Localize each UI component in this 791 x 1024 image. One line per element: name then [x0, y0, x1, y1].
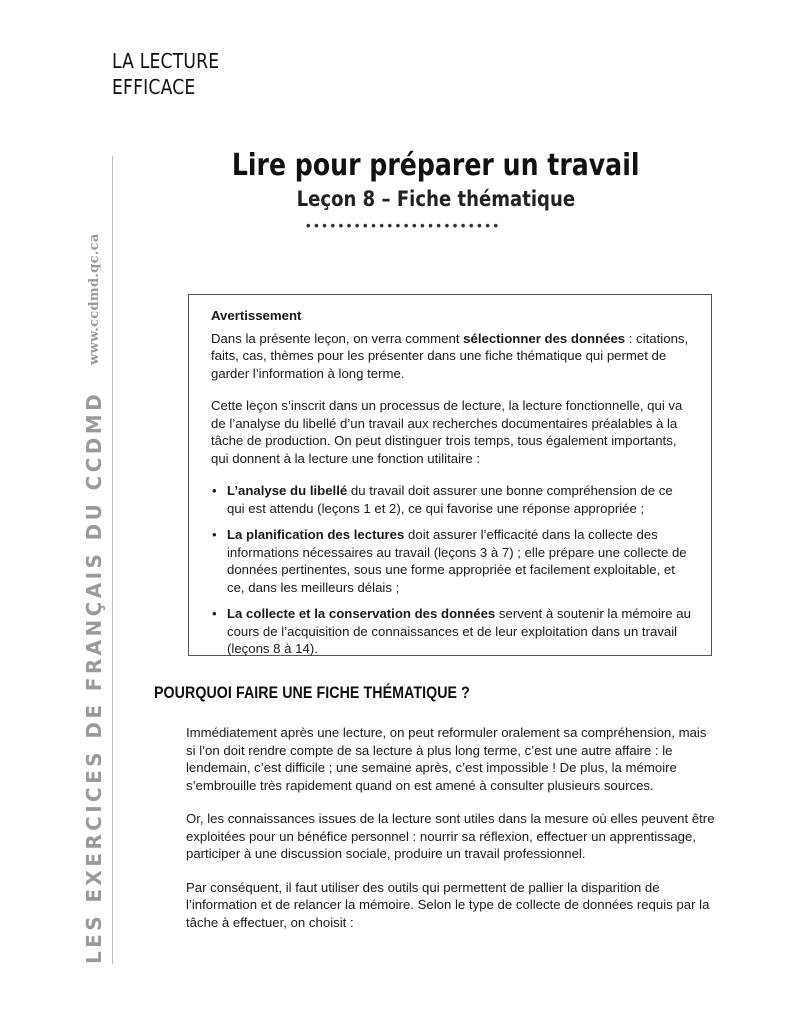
body-paragraph-1: Immédiatement après une lecture, on peut reformuler oralement sa compréhension, mais si l’on doit rendre compte de sa lecture à plus long terme, c’est une autre affaire : le lendemain, c’est difficile ; une semaine après, c’est impossible ! De plus, la mémoire s’embrouille très rapidement quand on est amené à consulter plusieurs sources.	[186, 725, 707, 793]
page-title: Lire pour préparer un travail	[231, 148, 640, 183]
warning-paragraph-1: Dans la présente leçon, on verra comment sélectionner des données : citations, faits, cas, thèmes pour les présenter dans une fiche thématique qui permet de garder l’information à long terme.	[211, 330, 689, 381]
sidebar-url: www.ccdmd.qc.ca	[87, 233, 102, 365]
series-title-line-2: EFFICACE	[112, 75, 196, 99]
section-heading: POURQUOI FAIRE UNE FICHE THÉMATIQUE ?	[154, 684, 470, 702]
warning-emphasis: sélectionner des données	[463, 330, 626, 346]
page-subtitle: Leçon 8 – Fiche thématique	[296, 187, 575, 211]
page-heading	[0, 146, 791, 186]
list-item: • L’analyse du libellé du travail doit assurer une bonne compréhension de ce qui est attendu (leçons 1 et 2), ce qui favorise une réponse appropriée ;	[211, 482, 693, 517]
warning-title: Avertissement	[211, 308, 302, 323]
sidebar-collection-name: LES EXERCICES DE FRANÇAIS DU CCDMD	[82, 390, 106, 964]
sidebar-vertical-text	[82, 233, 106, 964]
dotted-separator: ••••••••••••••••••••••••	[306, 218, 502, 228]
series-title-line-1: LA LECTURE	[112, 49, 220, 73]
body-paragraph-2: Or, les connaissances issues de la lecture sont utiles dans la mesure où elles peuvent être exploitées pour un bénéfice personnel : nourrir sa réflexion, effectuer un apprentissage, participer à une discussion sociale, produire un travail professionnel.	[186, 811, 715, 861]
body-paragraph-3: Par conséquent, il faut utiliser des outils qui permettent de pallier la disparition de l’information et de relancer la mémoire. Selon le type de collecte de données requis par la tâche à effectuer, on choisit :	[186, 879, 710, 930]
vertical-divider	[112, 156, 113, 964]
warning-bullet-list	[211, 482, 693, 658]
page-subtitle-wrap	[0, 187, 791, 211]
list-item: • La planification des lectures doit assurer l’efficacité dans la collecte des informations nécessaires au travail (leçons 3 à 7) ; elle prépare une collecte de données pertinentes, sous une forme appropriée et facilement exploitable, et ce, dans les meilleurs délais ;	[211, 526, 693, 596]
section-body	[186, 724, 716, 947]
list-item: • La collecte et la conservation des données servent à soutenir la mémoire au cours de l’acquisition de connaissances et de leur exploitation dans un travail (leçons 8 à 14).	[211, 605, 693, 658]
warning-paragraph-2: Cette leçon s’inscrit dans un processus de lecture, la lecture fonctionnelle, qui va de l’analyse du libellé d’un travail aux recherches documentaires préalables à la tâche de production. On peut distinguer trois temps, tous également importants, qui donnent à la lecture une fonction utilitaire :	[211, 398, 683, 466]
series-title	[112, 48, 219, 100]
warning-box	[188, 294, 712, 656]
